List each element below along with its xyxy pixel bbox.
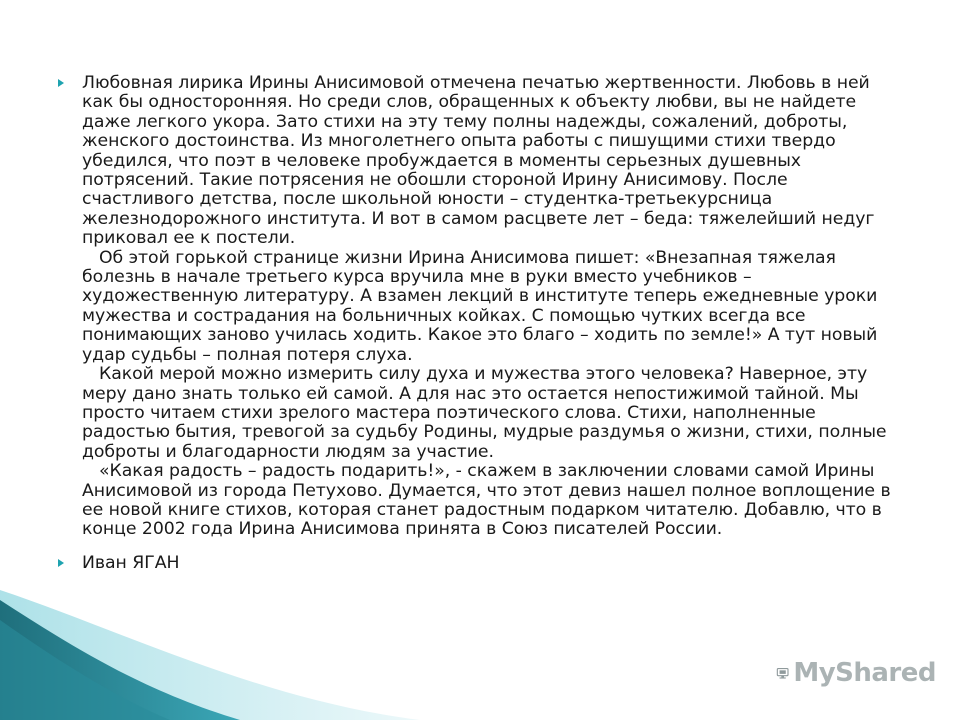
author-name: Иван ЯГАН	[82, 552, 180, 573]
watermark-text: MyShared	[793, 658, 936, 688]
paragraph: Любовная лирика Ирины Анисимовой отмечена печатью жертвенности. Любовь в ней как бы односторонняя. Но среди слов, обращенных к объекту любви, вы не найдете даже легкого укора. Зато стихи на эту тему полны надежды, сожалений, доброты, женского достоинства. Из многолетнего опыта работы с пишущими стихи твердо убедился, что поэт в человеке пробуждается в моменты серьезных душевных потрясений. Такие потрясения не обошли стороной Ирину Анисимову. После счастливого детства, после школьной юности – студентка-третьекурсница железнодорожного института. И вот в самом расцвете лет – беда: тяжелейший недуг приковал ее к постели.	[82, 73, 875, 249]
myshared-logo-icon	[776, 658, 789, 688]
paragraph: Об этой горькой странице жизни Ирина Анисимова пишет: «Внезапная тяжелая болезнь в начале третьего курса вручила мне в руки вместо учебников – художественную литературу. А взамен лекций в институте теперь ежедневные уроки мужества и сострадания на больничных койках. С помощью чутких всегда все понимающих заново училась ходить. Какое это благо – ходить по земле!» А тут новый удар судьбы – полная потеря слуха.	[82, 247, 878, 365]
bullet-arrow-icon	[58, 559, 64, 567]
watermark	[776, 655, 936, 691]
bullet-item-article	[58, 74, 900, 540]
paragraph: «Какая радость – радость подарить!», - скажем в заключении словами самой Ирины Анисимовой из города Петухово. Думается, что этот девиз нашел полное воплощение в ее новой книге стихов, которая станет радостным подарком читателю. Добавлю, что в конце 2002 года Ирина Анисимова принята в Союз писателей России.	[82, 461, 891, 540]
paragraph: Какой мерой можно измерить силу духа и мужества этого человека? Наверное, эту меру дано знать только ей самой. А для нас это остается непостижимой тайной. Мы просто читаем стихи зрелого мастера поэтического слова. Стихи, наполненные радостью бытия, тревогой за судьбу Родины, мудрые раздумья о жизни, стихи, полные доброты и благодарности людям за участие.	[82, 364, 887, 462]
bullet-item-author	[58, 554, 900, 573]
bullet-arrow-icon	[58, 79, 64, 87]
text-body	[58, 74, 900, 587]
